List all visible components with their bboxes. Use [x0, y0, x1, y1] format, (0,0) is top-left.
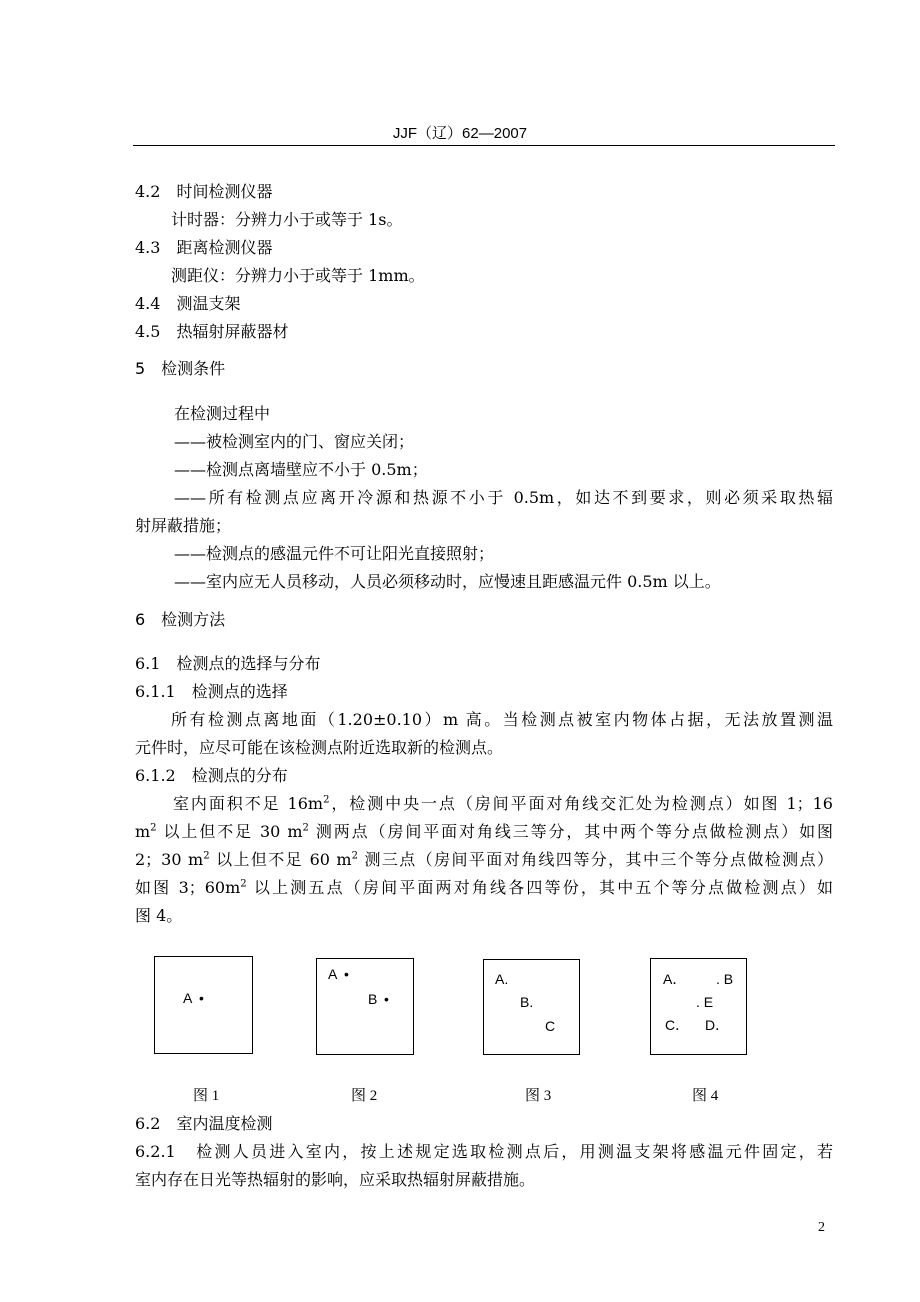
- figure-4-room: [650, 958, 747, 1055]
- point-c-label: C．: [665, 1017, 690, 1033]
- section-4-3-body: 测距仪：分辨力小于或等于 1mm。: [171, 266, 425, 285]
- section-4-2-body: 计时器：分辨力小于或等于 1s。: [171, 210, 403, 229]
- page-number: 2: [818, 1220, 825, 1235]
- condition-item-continued: 射屏蔽措施；: [135, 516, 232, 535]
- section-4-4-title: 4.4 测温支架: [135, 294, 241, 313]
- figure-3-caption: 图 3: [525, 1088, 552, 1104]
- distribution-body-line: 室内面积不足 $16m^2$，检测中央一点（房间平面对角线交汇处为检测点）如图 1；16: [173, 794, 833, 813]
- section-6-1-1-title: 6.1.1 检测点的选择: [135, 682, 288, 701]
- figure-1-caption: 图 1: [193, 1088, 220, 1104]
- figure-4-caption: 图 4: [692, 1088, 719, 1104]
- point-a-label: A: [328, 966, 338, 982]
- distribution-body-line: $m^2$ 以上但不足 30 $m^2$ 测两点（房间平面对角线三等分，其中两个等分点做检测点）如图: [135, 822, 833, 841]
- section-6-1-1-body-line: 元件时，应尽可能在该检测点附近选取新的检测点。: [135, 738, 504, 757]
- condition-item: ——室内应无人员移动，人员必须移动时，应慢速且距感温元件 0.5m 以上。: [174, 572, 721, 591]
- section-6-2-1-body-line: 6.2.1 检测人员进入室内，按上述规定选取检测点后，用测温支架将感温元件固定，若: [135, 1142, 833, 1161]
- section-6-1-1-body-line: 所有检测点离地面（1.20±0.10）m 高。当检测点被室内物体占据，无法放置测温: [171, 710, 833, 729]
- point-dot: •: [344, 966, 349, 982]
- document-code-header: JJF（辽）62—2007: [392, 125, 528, 142]
- point-a-label: A.: [495, 971, 509, 987]
- section-6-2-1-body-line: 室内存在日光等热辐射的影响，应采取热辐射屏蔽措施。: [135, 1170, 536, 1189]
- point-b-label: B.: [520, 994, 534, 1010]
- point-c-label: C: [545, 1018, 556, 1034]
- distribution-body-line: 图 4。: [135, 906, 183, 925]
- point-a-label: A．: [663, 971, 687, 987]
- point-e-label: . E: [696, 994, 714, 1010]
- distribution-body-line: 如图 3；$60m^2$ 以上测五点（房间平面两对角线各四等份，其中五个等分点做检测点）如: [135, 878, 833, 897]
- figure-1-room: [154, 956, 253, 1054]
- header-rule: [133, 145, 835, 146]
- figure-2-room: [316, 958, 414, 1055]
- section-6-2-title: 6.2 室内温度检测: [135, 1114, 273, 1133]
- condition-item: ——被检测室内的门、窗应关闭；: [174, 432, 415, 451]
- distribution-body-line: 2；30 $m^2$ 以上但不足 60 $m^2$ 测三点（房间平面对角线四等分，其中三个等分点做检测点）: [135, 850, 833, 869]
- condition-item: ——检测点离墙壁应不小于 0.5m；: [174, 460, 428, 479]
- section-4-3-title: 4.3 距离检测仪器: [135, 238, 273, 257]
- section-5-intro: 在检测过程中: [174, 404, 271, 423]
- point-d-label: D．: [705, 1017, 730, 1033]
- figure-3-room: [483, 959, 580, 1055]
- condition-item: ——检测点的感温元件不可让阳光直接照射；: [174, 544, 495, 563]
- section-6-1-title: 6.1 检测点的选择与分布: [135, 654, 321, 673]
- point-a-label: A: [183, 990, 193, 1006]
- point-dot: •: [199, 990, 204, 1006]
- figure-2-caption: 图 2: [351, 1088, 378, 1104]
- point-dot: •: [384, 991, 389, 1007]
- section-6-title: 6 检测方法: [135, 610, 226, 629]
- condition-item: ——所有检测点应离开冷源和热源不小于 0.5m，如达不到要求，则必须采取热辐: [174, 488, 833, 507]
- section-5-title: 5 检测条件: [135, 359, 226, 378]
- section-4-2-title: 4.2 时间检测仪器: [135, 182, 273, 201]
- section-4-5-title: 4.5 热辐射屏蔽器材: [135, 322, 289, 341]
- section-6-1-2-title: 6.1.2 检测点的分布: [135, 766, 288, 785]
- point-b-label: B: [368, 991, 378, 1007]
- point-b-label: . B: [716, 971, 734, 987]
